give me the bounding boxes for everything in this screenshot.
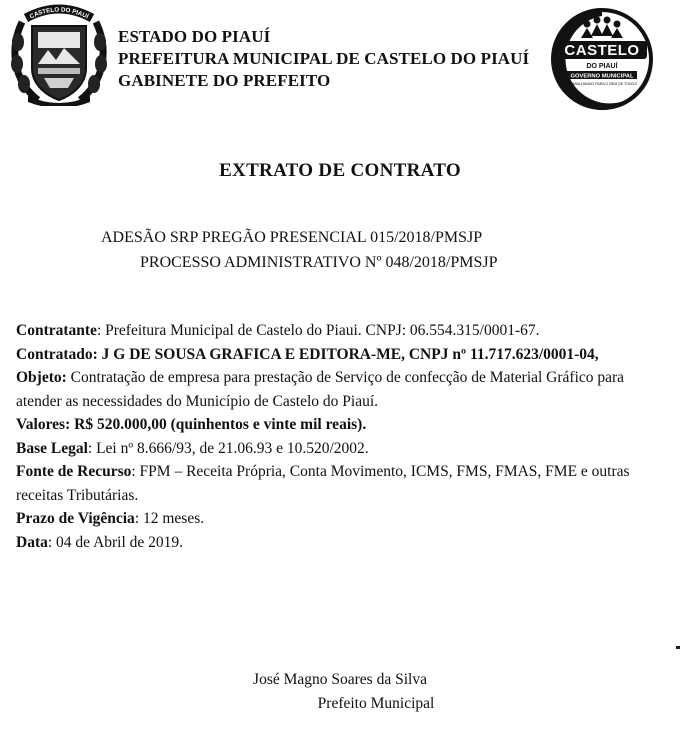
data-value: : 04 de Abril de 2019.: [47, 533, 184, 551]
contratado-line: [16, 343, 672, 367]
signature-block: [0, 668, 680, 716]
document-header: [0, 0, 680, 120]
signatory-name: José Magno Soares da Silva: [253, 671, 427, 688]
contract-body: [16, 319, 672, 554]
fonte-label: Fonte de Recurso: [16, 463, 132, 480]
edge-mark: [676, 646, 680, 649]
contratante-label: Contratante: [16, 322, 97, 339]
reference-processo: PROCESSO ADMINISTRATIVO Nº 048/2018/PMSJP: [140, 254, 498, 271]
coat-of-arms-text: CASTELO DO PIAUÍ: [28, 6, 90, 21]
logo-slogan: TRABALHANDO PARA O BEM DE TODOS: [567, 82, 637, 86]
signatory-role: Prefeito Municipal: [317, 695, 435, 712]
prazo-line: [16, 507, 672, 531]
coat-of-arms-icon: [8, 2, 110, 106]
fonte-line: [16, 460, 672, 507]
document-title: EXTRATO DE CONTRATO: [219, 160, 461, 181]
prazo-label: Prazo de Vigência: [16, 510, 135, 527]
base-legal-label: Base Legal: [16, 439, 88, 457]
valores-label: Valores:: [16, 416, 71, 433]
header-state: ESTADO DO PIAUÍ: [118, 27, 271, 46]
contratante-value: : Prefeitura Municipal de Castelo do Piaui. CNPJ: 06.554.315/0001-67.: [96, 322, 540, 339]
base-legal-value: : Lei nº 8.666/93, de 21.06.93 e 10.520/2002.: [87, 439, 369, 457]
valores-value: R$ 520.000,00 (quinhentos e vinte mil reais).: [70, 416, 367, 433]
contratante-line: [16, 319, 672, 343]
valores-line: [16, 413, 672, 437]
contratado-value: : J G DE SOUSA GRAFICA E EDITORA-ME, CNPJ nº 11.717.623/0001-04,: [92, 345, 599, 363]
contratado-label: Contratado: [16, 345, 93, 363]
data-line: [16, 531, 672, 555]
base-legal-line: [16, 437, 672, 461]
objeto-label: Objeto:: [16, 369, 67, 386]
header-prefeitura: PREFEITURA MUNICIPAL DE CASTELO DO PIAUÍ: [118, 49, 530, 68]
municipal-logo: [547, 4, 657, 114]
fonte-value: : FPM – Receita Própria, Conta Movimento, ICMS, FMS, FMAS, FME e outras receitas Tributárias.: [16, 463, 630, 504]
prazo-value: : 12 meses.: [134, 510, 205, 527]
reference-adesao: ADESÃO SRP PREGÃO PRESENCIAL 015/2018/PMSJP: [101, 229, 483, 246]
logo-government: GOVERNO MUNICIPAL: [570, 73, 634, 80]
objeto-line: [16, 366, 672, 413]
logo-subtitle: DO PIAUÍ: [586, 63, 618, 70]
header-gabinete: GABINETE DO PREFEITO: [118, 71, 331, 90]
data-label: Data: [16, 533, 48, 551]
objeto-value: Contratação de empresa para prestação de Serviço de confecção de Material Gráfico para atender as necessidades do Município de Castelo do Piauí.: [16, 369, 625, 410]
logo-text: CASTELO: [564, 42, 640, 59]
header-titles: [118, 26, 529, 92]
